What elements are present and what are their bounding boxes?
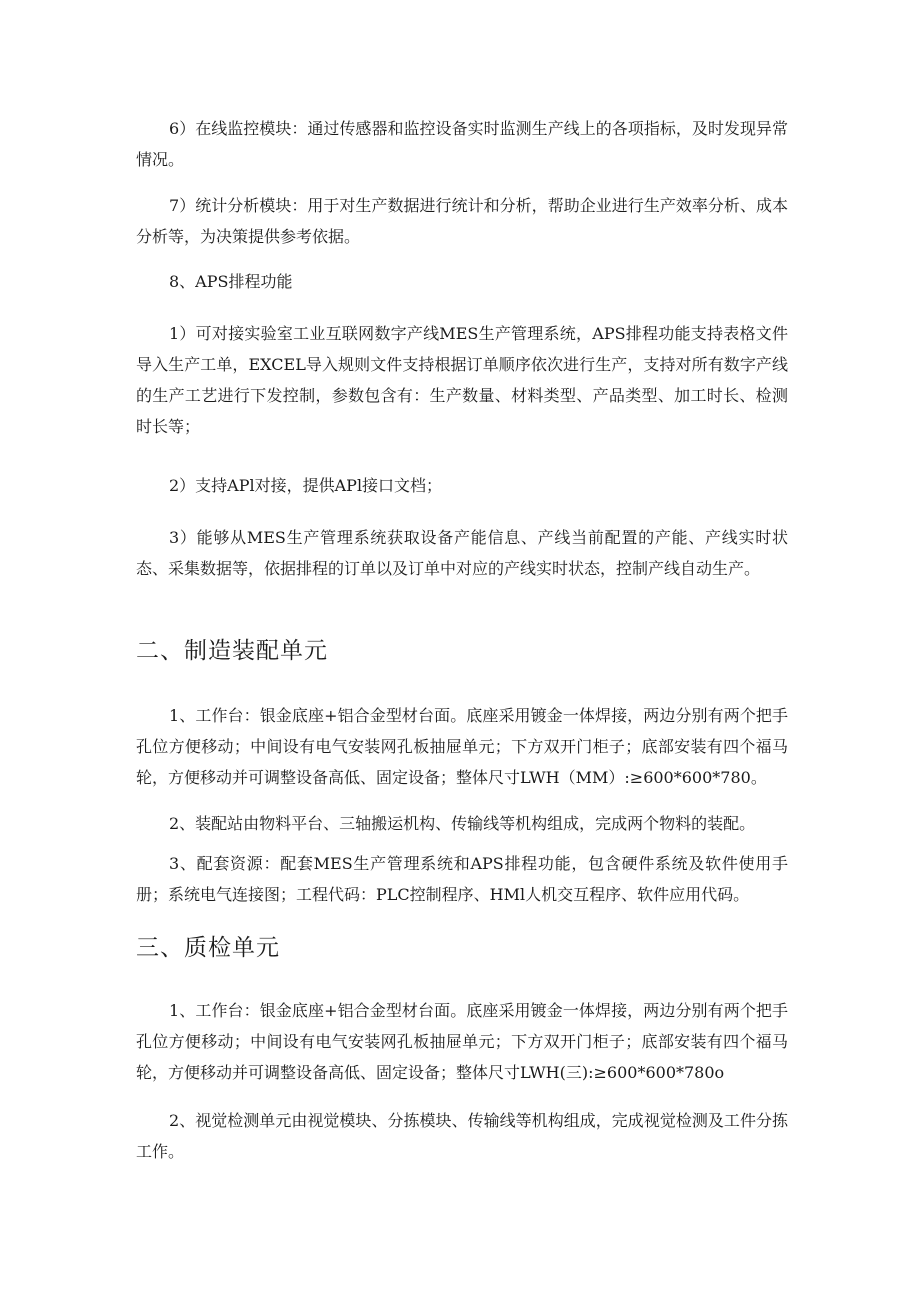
heading-inspection-unit: 三、质检单元 [136,935,280,961]
paragraph-assembly-item-1: 1、工作台：银金底座+铝合金型材台面。底座采用镀金一体焊接，两边分别有两个把手孔位方便移动；中间设有电气安装网孔板抽屉单元；下方双开门柜子；底部安装有四个福马轮，方便移动并可调整设备高低、固定设备；整体尺寸LWH（MM）:≥600*600*780。 [136,706,788,787]
heading-assembly-unit: 二、制造装配单元 [136,638,328,664]
paragraph-aps-title: 8、APS排程功能 [169,272,293,291]
paragraph-inspection-item-1: 1、工作台：银金底座+铝合金型材台面。底座采用镀金一体焊接，两边分别有两个把手孔位方便移动；中间设有电气安装网孔板抽屉单元；下方双开门柜子；底部安装有四个福马轮，方便移动并可调整设备高低、固定设备；整体尺寸LWH(三):≥600*600*780o [136,1001,788,1082]
paragraph-assembly-item-2: 2、装配站由物料平台、三轴搬运机构、传输线等机构组成，完成两个物料的装配。 [169,814,756,833]
paragraph-statistics-module: 7）统计分析模块：用于对生产数据进行统计和分析，帮助企业进行生产效率分析、成本分析等，为决策提供参考依据。 [136,196,788,246]
paragraph-monitoring-module: 6）在线监控模块：通过传感器和监控设备实时监测生产线上的各项指标，及时发现异常情况。 [136,119,788,169]
paragraph-aps-item-1: 1）可对接实验室工业互联网数字产线MES生产管理系统，APS排程功能支持表格文件导入生产工单，EXCEL导入规则文件支持根据订单顺序依次进行生产，支持对所有数字产线的生产工艺进行下发控制，参数包含有：生产数量、材料类型、产品类型、加工时长、检测时长等； [136,324,788,436]
paragraph-assembly-item-3: 3、配套资源：配套MES生产管理系统和APS排程功能，包含硬件系统及软件使用手册；系统电气连接图；工程代码：PLC控制程序、HMl人机交互程序、软件应用代码。 [136,854,788,904]
paragraph-aps-item-3: 3）能够从MES生产管理系统获取设备产能信息、产线当前配置的产能、产线实时状态、采集数据等，依据排程的订单以及订单中对应的产线实时状态，控制产线自动生产。 [136,528,788,578]
paragraph-inspection-item-2: 2、视觉检测单元由视觉模块、分拣模块、传输线等机构组成，完成视觉检测及工件分拣工作。 [136,1111,788,1161]
paragraph-aps-item-2: 2）支持APl对接，提供APl接口文档； [169,476,443,495]
